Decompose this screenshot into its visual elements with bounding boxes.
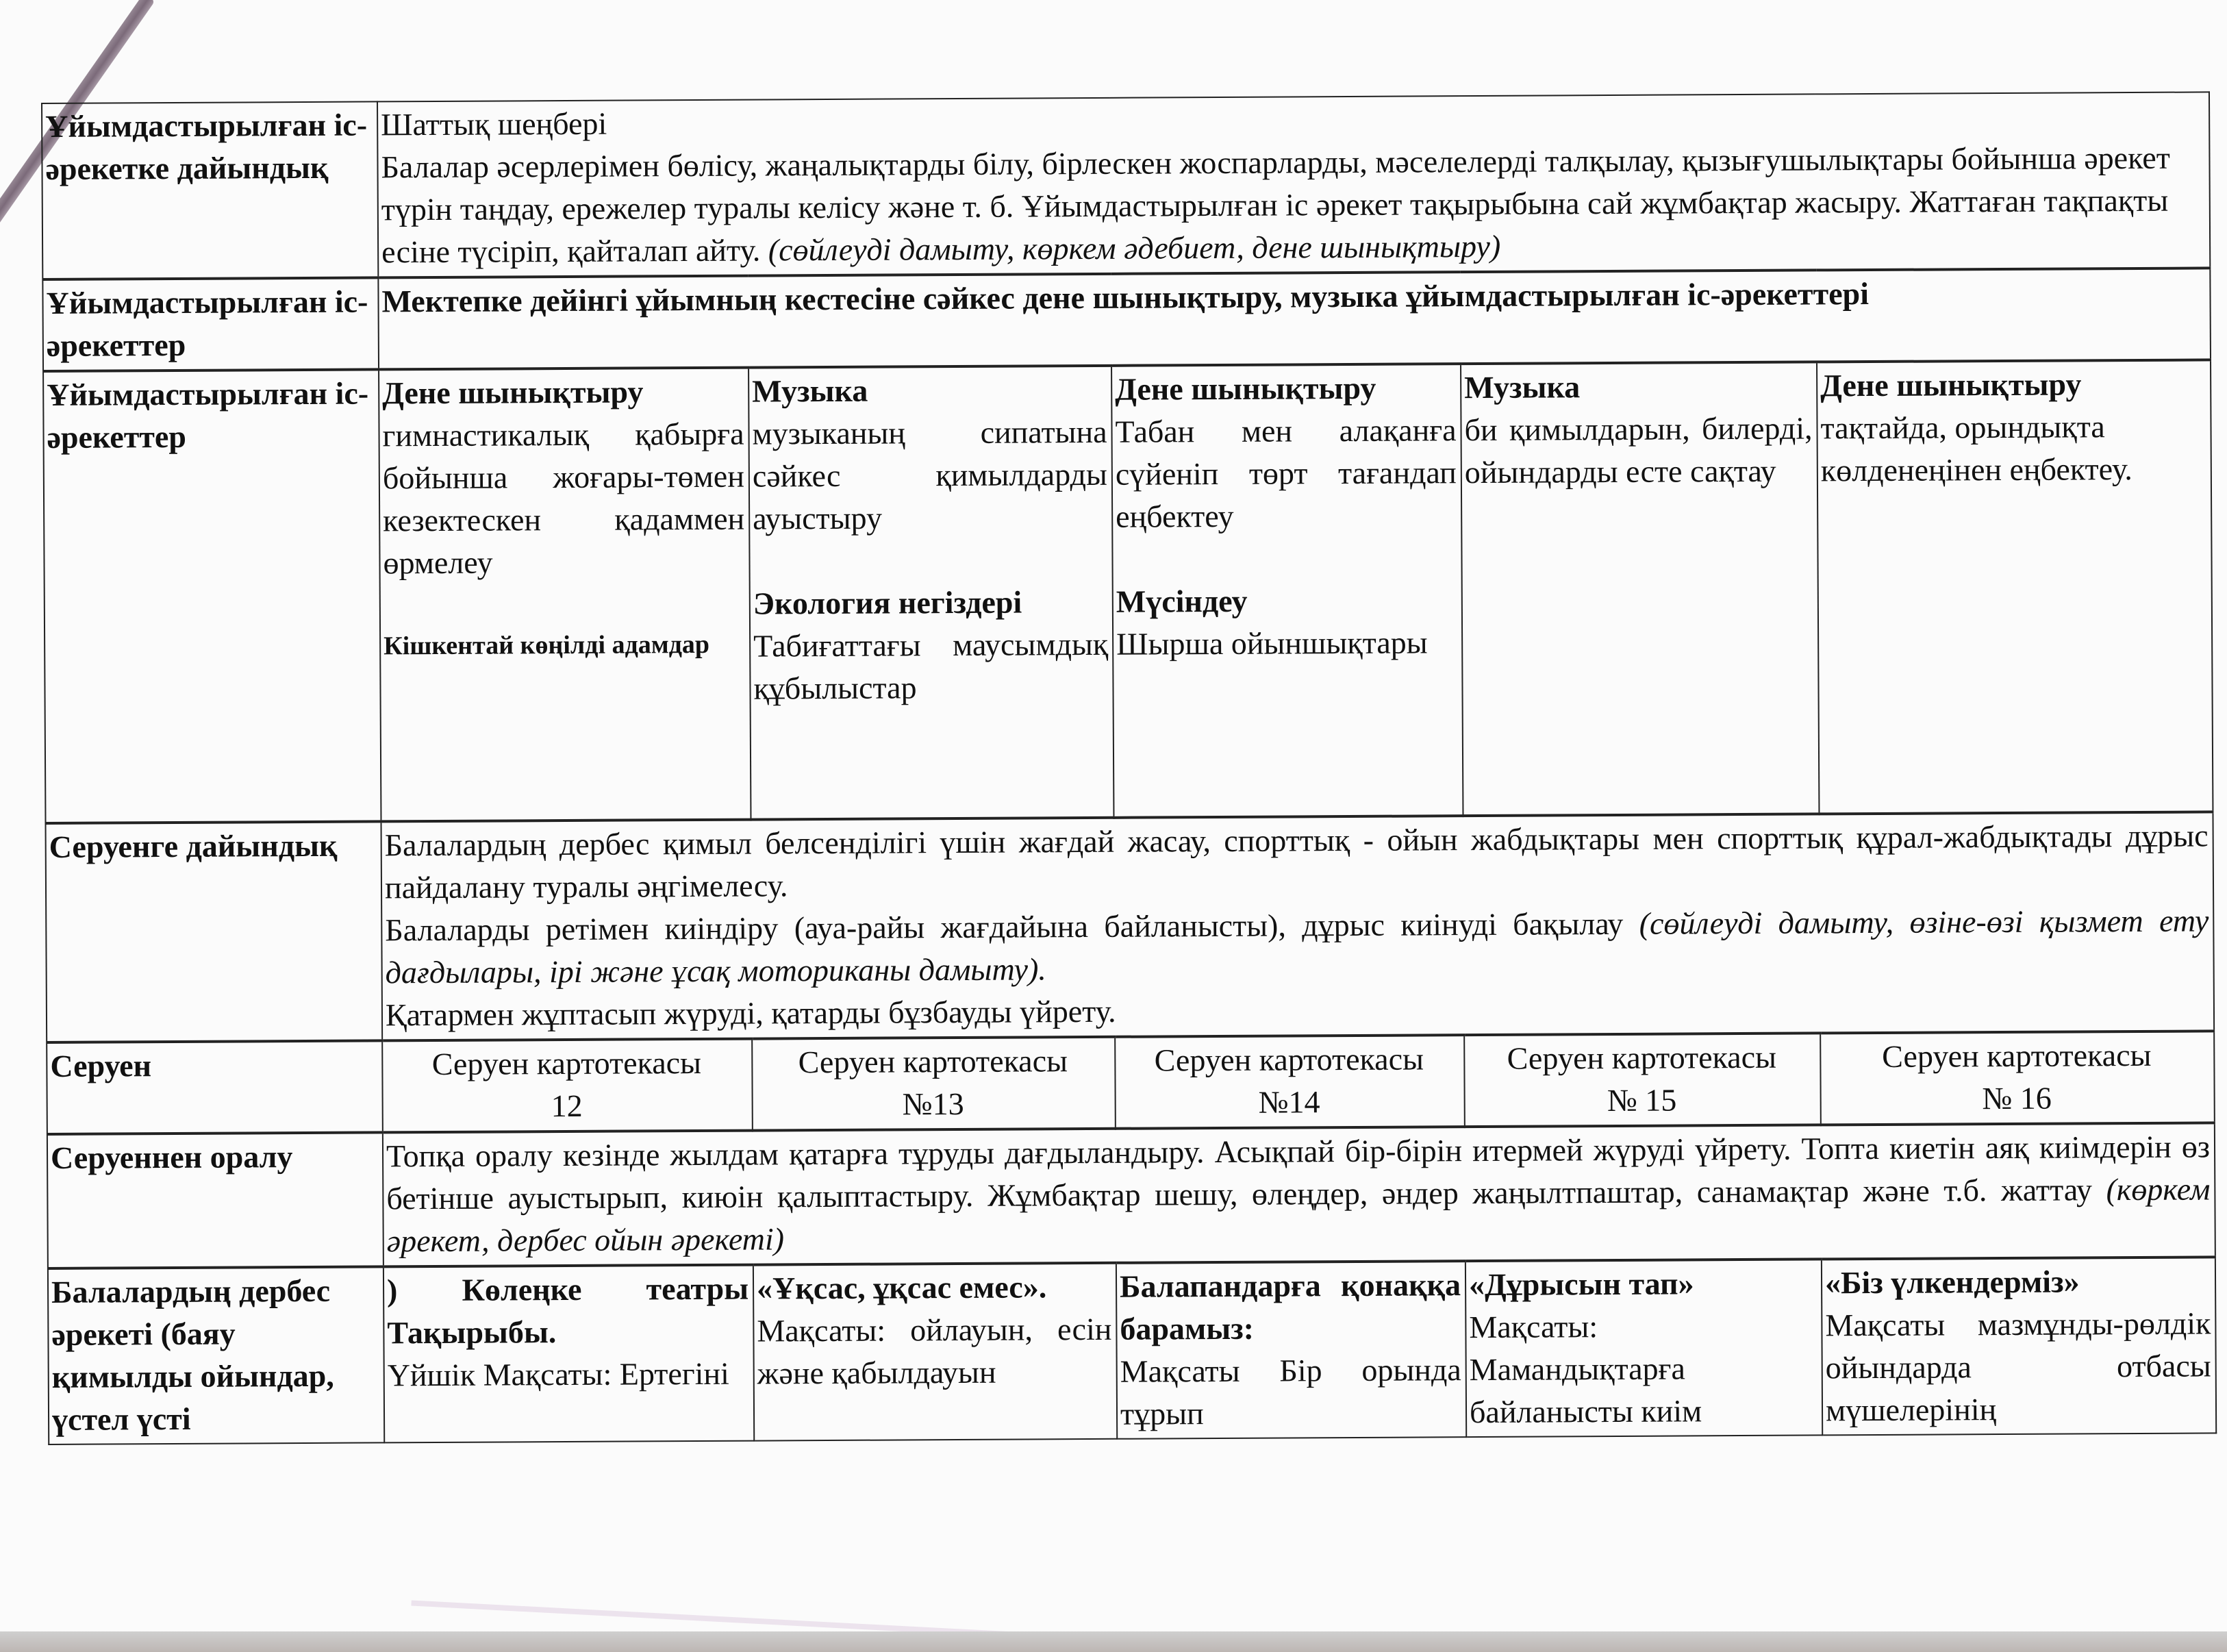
activity-subject: Дене шынықтыру (382, 374, 644, 411)
activity-text: гимнастикалық қабырға бойынша жоғары-төмен кезектескен қадаммен өрмелеу (382, 416, 745, 581)
independent-day (1822, 1257, 2216, 1435)
game-title: ) Көлеңке театры Тақырыбы. (386, 1271, 749, 1351)
walk-card-number: № 16 (1982, 1080, 2052, 1116)
independent-day (1116, 1261, 1466, 1439)
row-label: Балалардың дербес әрекеті (баяу қимылды ойындар, үстел үсті (48, 1266, 384, 1444)
walk-card-title: Серуен картотекасы (1154, 1041, 1424, 1078)
activity-subject: Дене шынықтыру (1115, 370, 1376, 407)
activity-text: Табан мен алақанға сүйеніп төрт тағандап еңбектеу (1115, 412, 1457, 534)
independent-day (383, 1265, 754, 1443)
activity-text2: Кішкентай көңілді адамдар (383, 629, 710, 661)
row-activities (43, 360, 2213, 823)
game-title: Балапандарға қонаққа барамыз: (1119, 1267, 1461, 1347)
row-label: Ұйымдастырылған іс-әрекетке дайындық (42, 101, 378, 279)
row-label: Ұйымдастырылған іс-әрекеттер (42, 277, 379, 371)
walk-card (382, 1039, 753, 1133)
game-text: Мақсаты мазмұнды-рөлдік ойындарда отбасы мүшелерінің (1825, 1305, 2211, 1428)
return-text: Топқа оралу кезінде жылдам қатарға тұруды дағдыландыру. Асықпай бір-бірін итермей жүруді үйрету. Топта киетін аяқ киімдерін өз бетінше ауыстырып, киюін қалыптастыру. Жұмбақтар шешу, өлеңдер, әндер жаңылтпаштар, санамақтар және т.б. жаттау (386, 1129, 2211, 1216)
walk-prep-text: Балаларды ретімен киіндіру (ауа-райы жағдайына байланысты), дұрыс киінуді бақылау (385, 905, 1624, 948)
activity-text: би қимылдарын, билерді, ойындарды есте сақтау (1464, 410, 1813, 490)
walk-prep-line3: Қатармен жұптасып жүруді, қатарды бұзбауды үйрету. (385, 993, 1116, 1033)
walk-prep-line1: Балалардың дербес қимыл белсенділігі үшін жағдай жасау, спорттық - ойын жабдықтары мен спорттық құрал-жабдықтады дұрыс пайдалану туралы әңгімелесу. (384, 818, 2209, 905)
prep-text: Балалар әсерлерімен бөлісу, жаңалықтарды білу, бірлескен жоспарларды, мәселелерді талқылау, қызығушылықтары бойынша әрекет түрін таңдау, ережелер туралы келісу және т. б. Ұйымдастырылған іс әрекет тақырыбына сай жұмбақтар жасыру. Жаттаған тақпақты есіне түсіріп, қайталап айту. (381, 140, 2170, 270)
activity-subject: Музыка (752, 373, 868, 409)
row-label: Серуенге дайындық (46, 821, 383, 1042)
walk-card (1820, 1031, 2215, 1125)
return-cell (383, 1123, 2215, 1266)
activity-subject2: Мүсіндеу (1116, 583, 1248, 619)
row-label: Серуеннен оралу (47, 1132, 383, 1268)
walk-card-title: Серуен картотекасы (431, 1044, 702, 1082)
row-activities-schedule (42, 268, 2211, 371)
row-prep (42, 92, 2210, 279)
walk-card-title: Серуен картотекасы (1882, 1037, 2152, 1074)
game-title: «Ұқсас, ұқсас емес». (756, 1269, 1047, 1306)
game-text: Мақсаты: Мамандықтарға байланысты киім (1469, 1309, 1702, 1430)
activity-day (748, 366, 1114, 820)
row-walk-prep (46, 812, 2215, 1042)
walk-card-title: Серуен картотекасы (798, 1043, 1068, 1080)
prep-title: Шаттық шеңбері (381, 105, 607, 142)
game-text: Мақсаты Бір орында тұрып (1120, 1352, 1461, 1431)
walk-card-number: № 15 (1607, 1082, 1677, 1118)
row-return (47, 1123, 2215, 1268)
activity-day (1461, 362, 1819, 816)
walk-prep-line2 (385, 899, 2209, 994)
activity-subject2: Экология негіздері (753, 584, 1022, 621)
daily-plan-table (41, 91, 2217, 1445)
game-title: «Біз үлкендерміз» (1824, 1264, 2080, 1301)
game-text: Мақсаты: ойлауын, есін және қабылдауын (757, 1311, 1112, 1391)
walk-card (1115, 1035, 1465, 1129)
independent-day (753, 1263, 1117, 1441)
game-title: «Дұрысын тап» (1468, 1266, 1694, 1303)
return-note: (көркем әрекет, дербес ойын әрекеті) (386, 1171, 2211, 1259)
walk-card-number: №13 (902, 1086, 964, 1122)
walk-prep-cell (381, 812, 2215, 1040)
page-edge (0, 1631, 2227, 1652)
walk-prep-note: (сөйлеуді дамыту, өзіне-өзі қызмет ету дағдылары, ірі және ұсақ моториканы дамыту). (385, 903, 2209, 990)
walk-card-number: 12 (551, 1088, 583, 1124)
game-text: Үйшік Мақсаты: Ертегіні (387, 1355, 729, 1393)
walk-card (752, 1037, 1116, 1131)
prep-note: (сөйлеуді дамыту, көркем әдебиет, дене шынықтыру) (768, 228, 1501, 268)
schedule-text: Мектепке дейінгі ұйымның кестесіне сәйкес дене шынықтыру, музыка ұйымдастырылған іс-әрекеттері (378, 268, 2211, 369)
activity-day (1111, 364, 1463, 818)
activity-day (1817, 360, 2213, 814)
activity-text2: Табиғаттағы маусымдық құбылыстар (753, 626, 1109, 706)
prep-cell (377, 92, 2210, 277)
row-independent (48, 1257, 2216, 1444)
walk-card-title: Серуен картотекасы (1507, 1039, 1777, 1076)
activity-subject: Дене шынықтыру (1820, 366, 2082, 403)
row-label: Серуен (47, 1040, 383, 1134)
activity-subject: Музыка (1464, 369, 1581, 405)
independent-day (1465, 1259, 1822, 1437)
activity-text: музыканың сипатына сәйкес қимылдарды ауыстыру (752, 414, 1107, 536)
activity-text: тақтайда, орындықта көлденеңінен еңбектеу. (1820, 409, 2132, 488)
row-walk (47, 1031, 2215, 1134)
plan-document (41, 91, 2215, 1445)
row-label: Ұйымдастырылған іс-әрекеттер (43, 369, 381, 823)
activity-text2: Шырша ойыншықтары (1116, 625, 1428, 662)
walk-card-number: №14 (1258, 1084, 1320, 1120)
walk-card (1464, 1033, 1821, 1127)
activity-day (379, 368, 751, 822)
